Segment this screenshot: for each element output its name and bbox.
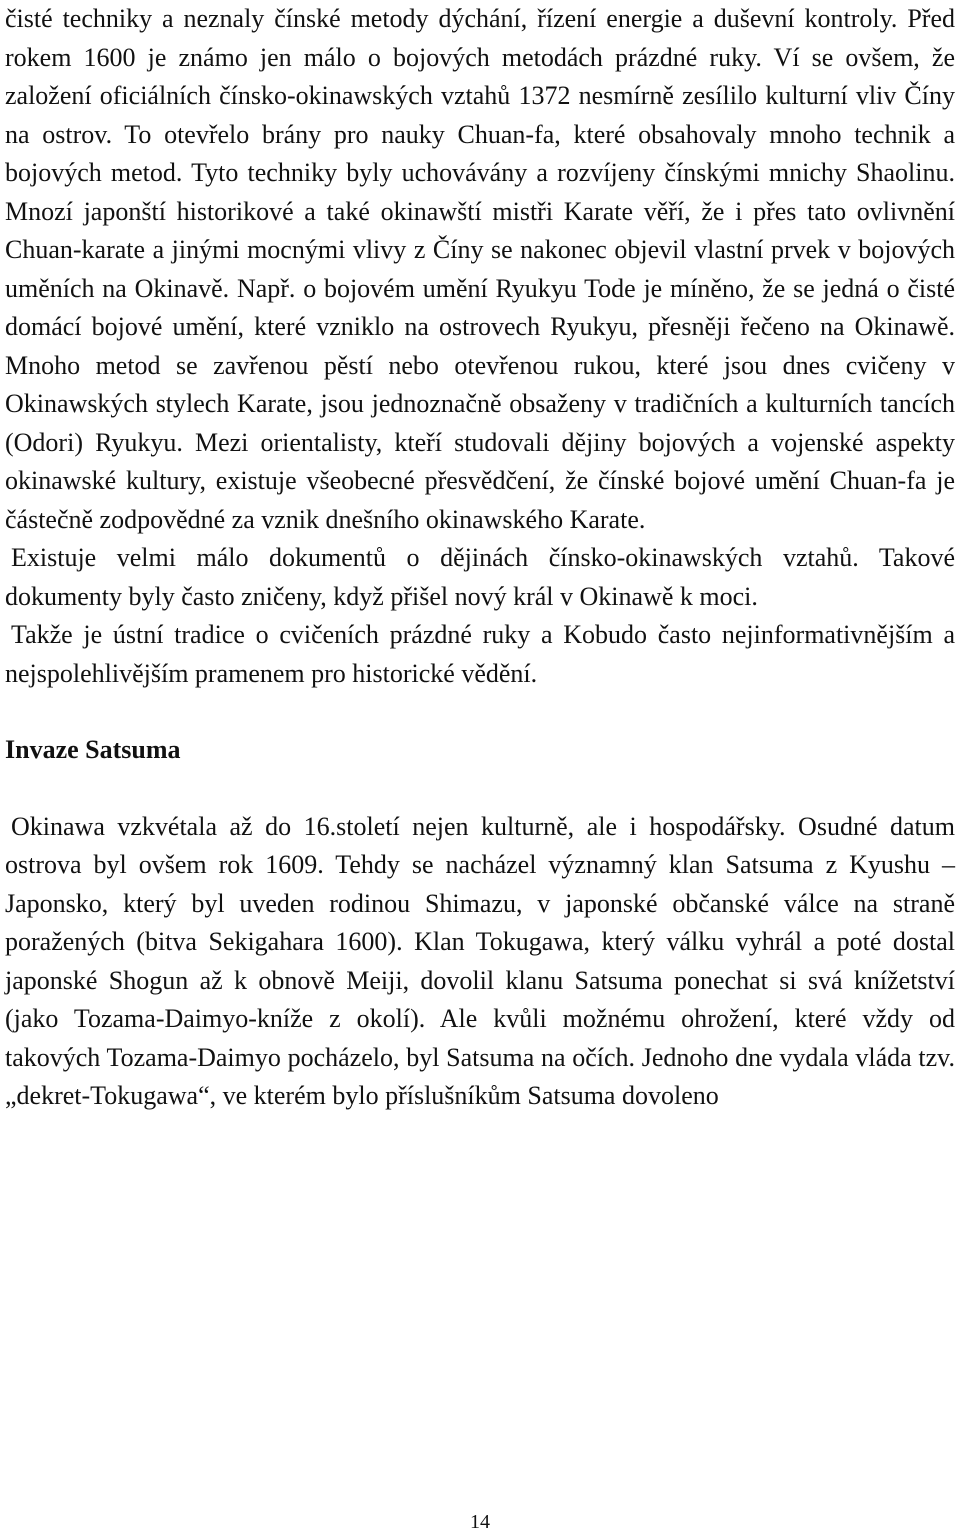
section-heading: Invaze Satsuma xyxy=(5,735,181,764)
paragraph-satsuma: Okinawa vzkvétala až do 16.století nejen kulturně, ale i hospodářsky. Osudné datum ostrova byl ovšem rok 1609. Tehdy se nacházel významný klan Satsuma z Kyushu – Japonsko, který byl uveden rodinou Shimazu, v japonské občanské válce na straně poražených (bitva Sekigahara 1600). Klan Tokugawa, který válku vyhrál a poté dostal japonské Shogun až k obnově Meiji, dovolil klanu Satsuma ponechat si svá knížetství (jako Tozama-Daimyo-kníže z okolí). Ale kvůli možnému ohrožení, které vždy od takových Tozama-Daimyo pocházelo, byl Satsuma na očích. Jednoho dne vydala vláda tzv. „dekret-Tokugawa“, ve kterém bylo příslušníkům Satsuma dovoleno xyxy=(5,811,955,1110)
paragraph-documents: Existuje velmi málo dokumentů o dějinách čínsko-okinawských vztahů. Takové dokumenty byly často zničeny, když přišel nový král v Okinawě k moci. xyxy=(5,543,955,611)
page-number: 14 xyxy=(470,1511,490,1533)
paragraph-oral-tradition: Takže je ústní tradice o cvičeních prázdné ruky a Kobudo často nejinformativnějším a nejspolehlivějším pramenem pro historické vědění. xyxy=(5,620,955,688)
paragraph-origins: čisté techniky a neznaly čínské metody dýchání, řízení energie a duševní kontroly. Před rokem 1600 je známo jen málo o bojových metodách prázdné ruky. Ví se ovšem, že založení oficiálních čínsko-okinawských vztahů 1372 nesmírně zesílilo kulturní vliv Číny na ostrov. To otevřelo brány pro nauky Chuan-fa, které obsahovaly mnoho technik a bojových metod. Tyto techniky byly uchovávány a rozvíjeny čínskými mnichy Shaolinu. Mnozí japonští historikové a také okinawští mistři Karate věří, že i přes tato ovlivnění Chuan-karate a jinými mocnými vlivy z Číny se nakonec objevil vlastní prvek v bojových uměních na Okinavě. Např. o bojovém umění Ryukyu Tode je míněno, že se jedná o čisté domácí bojové umění, které vzniklo na ostrovech Ryukyu, přesněji řečeno na Okinawě. Mnoho metod se zavřenou pěstí nebo otevřenou rukou, které jsou dnes cvičeny v Okinawských stylech Karate, jsou jednoznačně obsaženy v tradičních a kulturních tancích (Odori) Ryukyu. Mezi orientalisty, kteří studovali dějiny bojových a vojenské aspekty okinawské kultury, existuje všeobecné přesvědčení, že čínské bojové umění Chuan-fa je částečně zodpovědné za vznik dnešního okinawského Karate. xyxy=(5,4,955,534)
document-page xyxy=(5,0,955,1116)
